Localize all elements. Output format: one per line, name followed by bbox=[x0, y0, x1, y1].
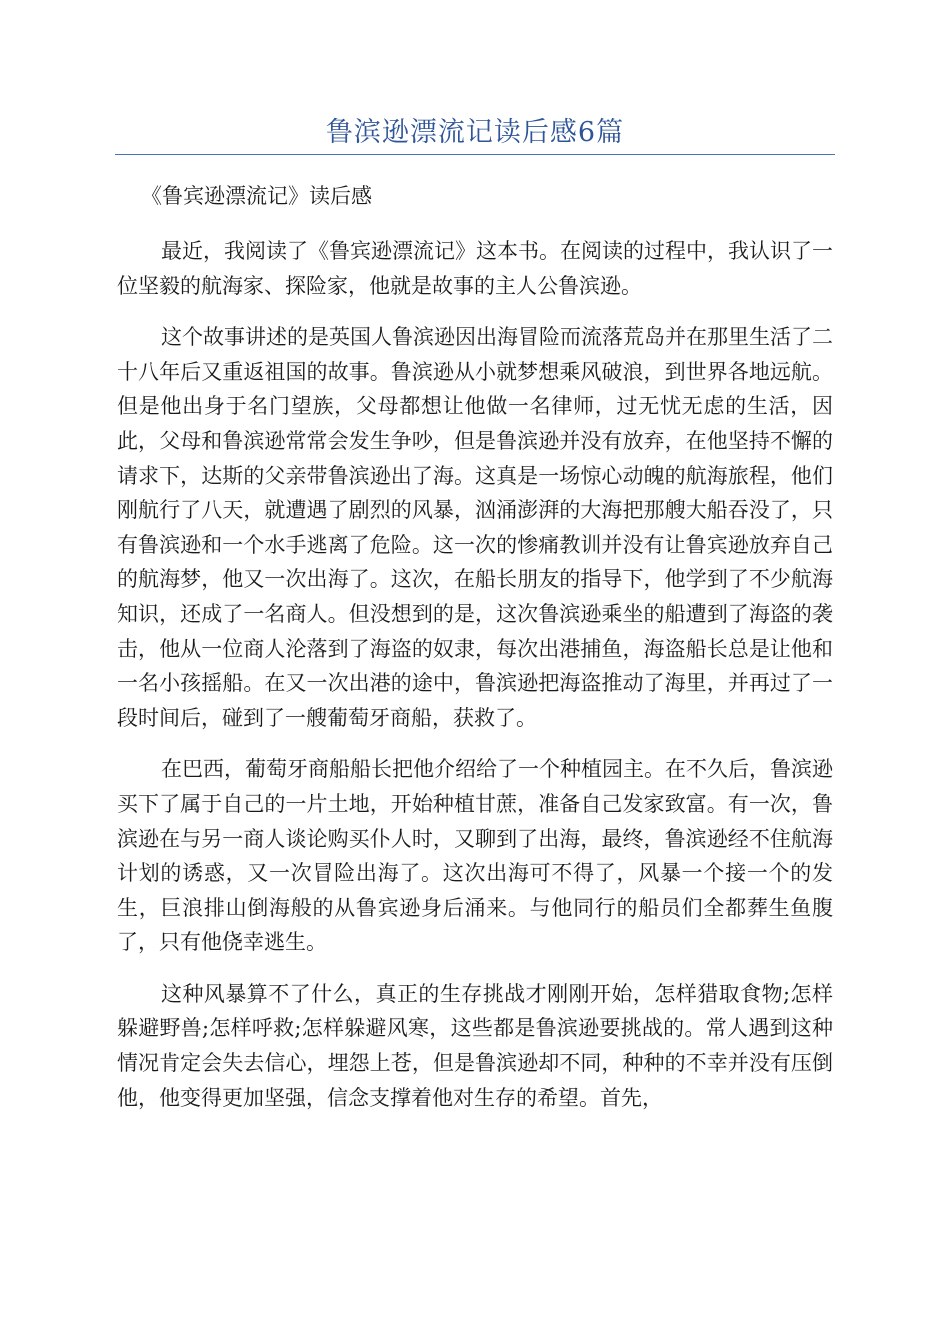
document-title: 鲁滨逊漂流记读后感6篇 bbox=[325, 117, 625, 148]
document-body bbox=[117, 176, 833, 1132]
paragraph: 这种风暴算不了什么，真正的生存挑战才刚刚开始，怎样猎取食物;怎样躲避野兽;怎样呼救;怎样躲避风寒，这些都是鲁滨逊要挑战的。常人遇到这种情况肯定会失去信心，埋怨上苍，但是鲁滨逊却不同，种种的不幸并没有压倒他，他变得更加坚强，信念支撑着他对生存的希望。首先， bbox=[117, 981, 833, 1110]
title-underline bbox=[115, 154, 835, 155]
section-heading: 《鲁宾逊漂流记》读后感 bbox=[141, 184, 372, 208]
paragraph: 这个故事讲述的是英国人鲁滨逊因出海冒险而流落荒岛并在那里生活了二十八年后又重返祖国的故事。鲁滨逊从小就梦想乘风破浪，到世界各地远航。但是他出身于名门望族，父母都想让他做一名律师，过无忧无虑的生活，因此，父母和鲁滨逊常常会发生争吵，但是鲁滨逊并没有放弃，在他坚持不懈的请求下，达斯的父亲带鲁滨逊出了海。这真是一场惊心动魄的航海旅程，他们刚航行了八天，就遭遇了剧烈的风暴，汹涌澎湃的大海把那艘大船吞没了，只有鲁滨逊和一个水手逃离了危险。这一次的惨痛教训并没有让鲁宾逊放弃自己的航海梦，他又一次出海了。这次，在船长朋友的指导下，他学到了不少航海知识，还成了一名商人。但没想到的是，这次鲁滨逊乘坐的船遭到了海盗的袭击，他从一位商人沦落到了海盗的奴隶，每次出港捕鱼，海盗船长总是让他和一名小孩摇船。在又一次出港的途中，鲁滨逊把海盗推动了海里，并再过了一段时间后，碰到了一艘葡萄牙商船，获救了。 bbox=[117, 325, 833, 730]
paragraph: 在巴西，葡萄牙商船船长把他介绍给了一个种植园主。在不久后，鲁滨逊买下了属于自己的一片土地，开始种植甘蔗，准备自己发家致富。有一次，鲁滨逊在与另一商人谈论购买仆人时，又聊到了出海，最终，鲁滨逊经不住航海计划的诱惑，又一次冒险出海了。这次出海可不得了，风暴一个接一个的发生，巨浪排山倒海般的从鲁宾逊身后涌来。与他同行的船员们全都葬生鱼腹了，只有他侥幸逃生。 bbox=[117, 757, 833, 955]
paragraph: 最近，我阅读了《鲁宾逊漂流记》这本书。在阅读的过程中，我认识了一位坚毅的航海家、探险家，他就是故事的主人公鲁滨逊。 bbox=[117, 239, 833, 298]
